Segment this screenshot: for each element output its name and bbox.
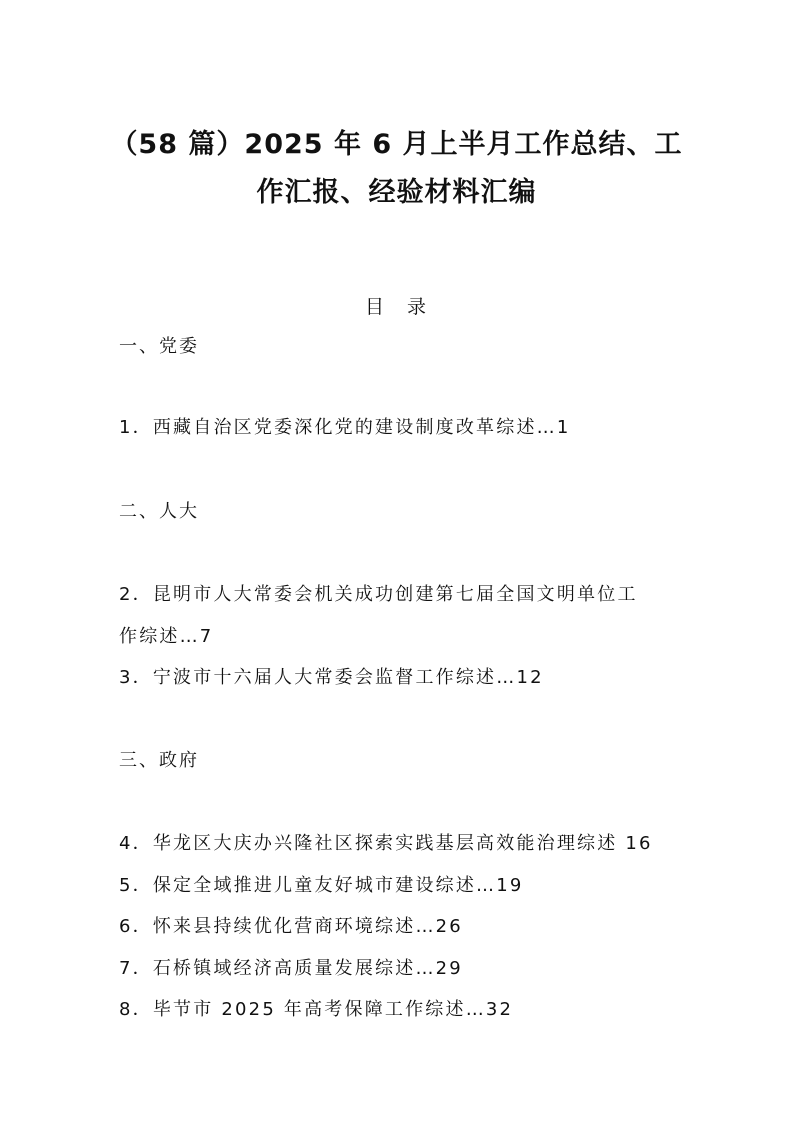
toc-entry-8[interactable]: 8．毕节市 2025 年高考保障工作综述…32 xyxy=(119,999,514,1020)
toc-entry-2[interactable]: 2．昆明市人大常委会机关成功创建第七届全国文明单位工 xyxy=(119,584,638,605)
toc-entry-2-continuation[interactable]: 作综述…7 xyxy=(119,626,214,647)
document-title-line-2: 作汇报、经验材料汇编 xyxy=(256,177,537,208)
toc-entry-3[interactable]: 3．宁波市十六届人大常委会监督工作综述…12 xyxy=(119,667,544,688)
toc-entry-5[interactable]: 5．保定全域推进儿童友好城市建设综述…19 xyxy=(119,875,524,896)
document-title-line-1: （58 篇）2025 年 6 月上半月工作总结、工 xyxy=(110,129,683,160)
toc-entry-4[interactable]: 4．华龙区大庆办兴隆社区探索实践基层高效能治理综述 16 xyxy=(119,833,653,854)
toc-entry-6[interactable]: 6．怀来县持续优化营商环境综述…26 xyxy=(119,916,463,937)
section-heading-party-committee: 一、党委 xyxy=(119,336,199,357)
toc-entry-1[interactable]: 1．西藏自治区党委深化党的建设制度改革综述…1 xyxy=(119,417,571,438)
toc-heading: 目 录 xyxy=(364,296,428,318)
section-heading-government: 三、政府 xyxy=(119,750,199,771)
toc-entry-7[interactable]: 7．石桥镇域经济高质量发展综述…29 xyxy=(119,958,463,979)
section-heading-peoples-congress: 二、人大 xyxy=(119,501,199,522)
